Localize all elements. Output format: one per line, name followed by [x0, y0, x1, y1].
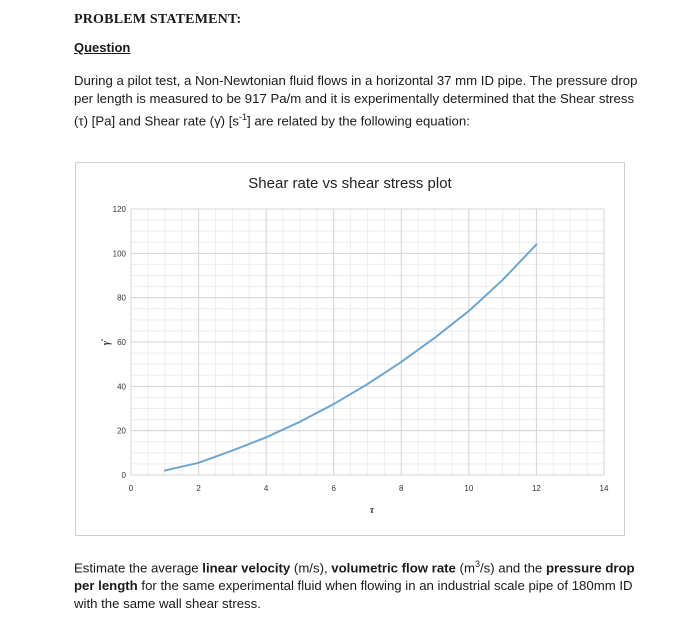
y-tick-labels — [113, 205, 127, 480]
task-superscript: 3 — [474, 559, 480, 569]
task-bold-flow-rate: volumetric flow rate — [331, 560, 456, 576]
task-paragraph — [74, 555, 649, 613]
task-bold-pressure-drop: pressure drop per length — [74, 560, 635, 594]
x-tick-label: 6 — [331, 484, 336, 493]
intro-text-1: During a pilot test, a Non-Newtonian fluid flows in a horizontal 37 mm ID pipe. The pressure drop per length is measured to be 917 Pa/m and it is experimentally determined that the Shear stress (τ) [Pa] and Shear rate (γ̇) [s — [74, 73, 638, 129]
y-tick-label: 80 — [117, 293, 126, 303]
task-text-1: Estimate the average — [74, 560, 203, 576]
y-tick-label: 120 — [112, 205, 126, 214]
task-text-5: for the same experimental fluid when flowing in an industrial scale pipe of 180mm ID with the same wall shear stress. — [74, 578, 633, 612]
x-tick-label: 12 — [531, 484, 541, 493]
x-tick-labels — [129, 484, 609, 493]
task-text-4: /s) and the — [479, 560, 546, 576]
y-tick-label: 60 — [117, 338, 126, 347]
y-tick-label: 100 — [112, 249, 126, 259]
intro-text-2: ] are related by the following equation: — [247, 113, 470, 129]
x-tick-label: 10 — [464, 484, 474, 493]
y-tick-label: 0 — [121, 471, 126, 480]
chart-title: Shear rate vs shear stress plot — [248, 175, 452, 192]
task-text-3: (m — [455, 560, 475, 576]
x-tick-label: 0 — [128, 484, 134, 493]
intro-superscript: -1 — [239, 112, 248, 122]
x-tick-label: 2 — [196, 484, 201, 493]
y-axis-label: γ̇ — [101, 340, 112, 346]
task-text-2: (m/s), — [290, 560, 332, 576]
x-tick-label: 4 — [263, 484, 269, 493]
intro-paragraph — [74, 72, 649, 130]
task-bold-velocity: linear velocity — [202, 560, 291, 576]
x-tick-label: 8 — [399, 484, 404, 493]
y-tick-label: 20 — [117, 426, 126, 436]
question-subheading: Question — [74, 40, 131, 55]
problem-statement-heading: PROBLEM STATEMENT: — [74, 12, 242, 27]
y-tick-label: 40 — [117, 382, 126, 392]
shear-rate-chart — [76, 163, 624, 535]
x-tick-label: 14 — [599, 484, 609, 493]
chart-container — [75, 162, 625, 536]
x-axis-label: τ — [369, 505, 375, 516]
